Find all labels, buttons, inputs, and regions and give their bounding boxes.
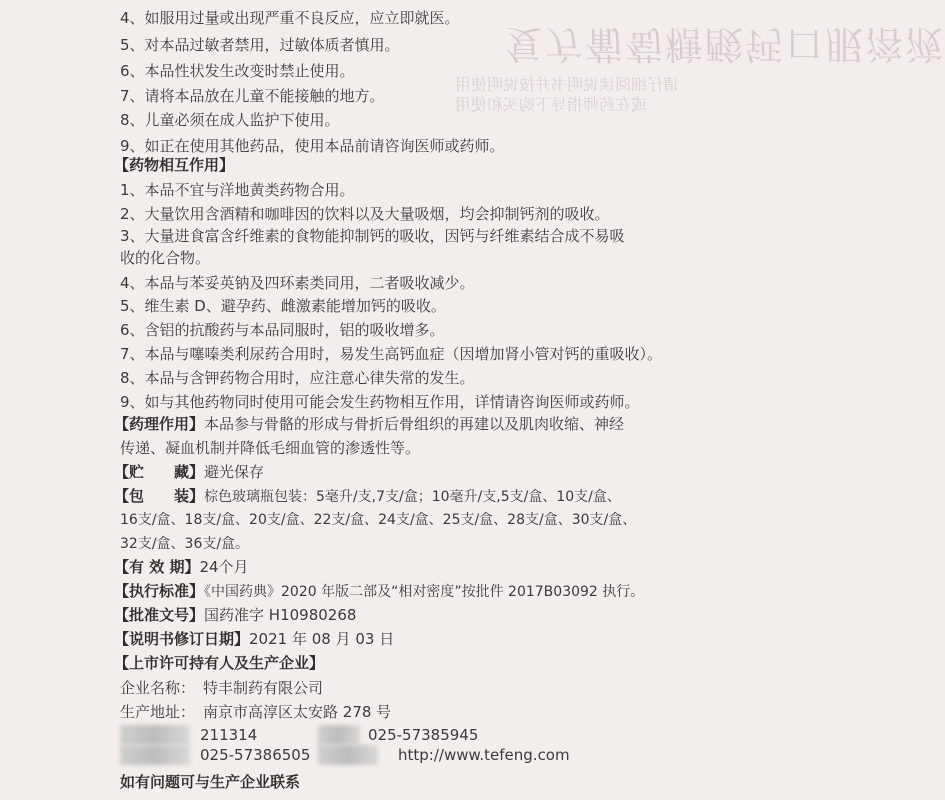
interaction-line: 4、本品与苯妥英钠及四环素类同用，二者吸收减少。 [120,274,475,292]
address-row [120,702,391,722]
contact-note: 如有问题可与生产企业联系 [120,773,301,791]
redacted-label [120,725,190,745]
standard-row [114,581,644,602]
pharmacology-heading: 【药理作用】 [114,415,205,433]
reverse-side-bleed: 请仔细阅读说明书并按说明使用 [455,75,680,94]
packaging-text: 棕色玻璃瓶包装：5毫升/支,7支/盒；10毫升/支,5支/盒、10支/盒、 [204,489,621,505]
approval-row [114,605,356,625]
precaution-6: 6、本品性状发生改变时禁止使用。 [120,62,355,80]
company-label: 企业名称： [120,679,196,697]
address-value: 南京市高淳区太安路 278 号 [203,703,392,721]
precaution-7: 7、请将本品放在儿童不能接触的地方。 [120,87,385,105]
approval-heading: 【批准文号】 [114,606,205,624]
storage-value: 避光保存 [204,463,265,481]
interaction-line: 收的化合物。 [120,249,211,267]
validity-value: 24个月 [199,558,249,576]
revision-value: 2021 年 08 月 03 日 [249,630,395,648]
interaction-line: 7、本品与噻嗪类利尿药合用时，易发生高钙血症（因增加肾小管对钙的重吸收）。 [120,345,663,363]
packaging-heading: 【包 装】 [114,487,205,505]
redacted-label [318,745,378,765]
precaution-9: 9、如正在使用其他药品，使用本品前请咨询医师或药师。 [120,137,505,155]
pharmacology-text-cont: 传递、凝血机制并降低毛细血管的渗透性等。 [120,439,421,457]
redacted-label [120,745,190,765]
revision-row [114,629,394,649]
precaution-8: 8、儿童必须在成人监护下使用。 [120,111,340,129]
company-name: 特丰制药有限公司 [203,679,324,697]
postcode-value: 211314 [200,726,258,744]
holder-heading: 【上市许可持有人及生产企业】 [114,654,325,672]
interaction-line: 5、维生素 D、避孕药、雌激素能增加钙的吸收。 [120,297,446,315]
storage-row [114,462,264,482]
standard-heading: 【执行标准】 [114,582,205,600]
packaging-text-cont: 32支/盒、36支/盒。 [120,536,250,552]
precaution-4: 4、如服用过量或出现严重不良反应，应立即就医。 [120,9,460,27]
standard-value: 《中国药典》2020 年版二部及“相对密度”按批件 2017B03092 执行。 [204,584,645,600]
pharmacology-row [114,414,624,434]
website-link[interactable]: http://www.tefeng.com [398,746,570,764]
interaction-line: 2、大量饮用含酒精和咖啡因的饮料以及大量吸烟，均会抑制钙剂的吸收。 [120,205,610,223]
packaging-row [114,486,621,507]
address-label: 生产地址： [120,703,196,721]
phone2-value: 025-57386505 [200,746,311,764]
interactions-heading: 【药物相互作用】 [114,156,235,174]
reverse-side-bleed: 复方葡萄糖酸钙口服溶液 [505,22,945,66]
validity-heading: 【有 效 期】 [114,558,200,576]
interaction-line: 3、大量进食富含纤维素的食物能抑制钙的吸收，因钙与纤维素结合成不易吸 [120,227,625,245]
interaction-line: 1、本品不宜与洋地黄类药物合用。 [120,181,355,199]
interaction-line: 8、本品与含钾药物合用时，应注意心律失常的发生。 [120,369,475,387]
interaction-line: 9、如与其他药物同时使用可能会发生药物相互作用，详情请咨询医师或药师。 [120,393,640,411]
phone1-value: 025-57385945 [368,726,479,744]
precaution-5: 5、对本品过敏者禁用，过敏体质者慎用。 [120,36,400,54]
pharmacology-text: 本品参与骨骼的形成与骨折后骨组织的再建以及肌肉收缩、神经 [204,415,625,433]
validity-row [114,557,249,577]
packaging-text-cont: 16支/盒、18支/盒、20支/盒、22支/盒、24支/盒、25支/盒、28支/盒、30支/盒、 [120,512,637,528]
storage-heading: 【贮 藏】 [114,463,205,481]
reverse-side-bleed: 或在药师指导下购买和使用 [455,95,648,114]
revision-heading: 【说明书修订日期】 [114,630,250,648]
redacted-label [318,725,360,745]
approval-value: 国药准字 H10980268 [204,606,357,624]
company-row [120,678,323,698]
interaction-line: 6、含铝的抗酸药与本品同服时，铝的吸收增多。 [120,321,445,339]
